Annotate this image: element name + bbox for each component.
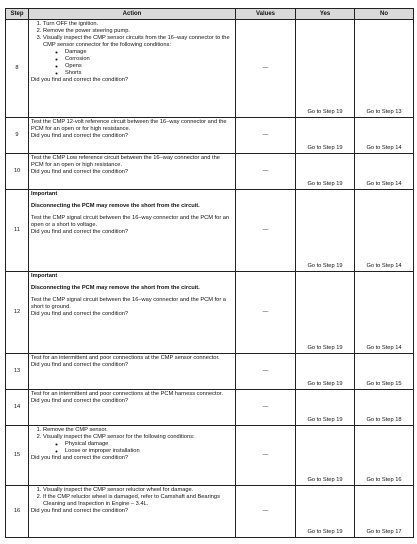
no-link[interactable]: Go to Step 18 [355,390,414,426]
question-text: Did you find and correct the condition? [31,362,129,368]
action-step: 3. Visually inspect the CMP sensor circuits from the 16–way connector to the CMP sensor connector for the following conditions: ◦ Damage ◦ Corrosion ◦ Opens ◦ Shorts [43,35,233,77]
condition-item: ◦ Physical damage [65,441,233,448]
yes-link[interactable]: Go to Step 19 [296,190,355,272]
condition-list [43,49,233,77]
step-number: 11 [6,190,29,272]
yes-link[interactable]: Go to Step 19 [296,20,355,118]
action-steps [31,427,233,455]
step-number: 12 [6,272,29,354]
action-text: Test for an intermittent and poor connections at the PCM harness connector. [31,391,223,397]
table-row [6,118,414,154]
table-row [6,354,414,390]
step-number: 9 [6,118,29,154]
values-cell: — [236,272,296,354]
table-row [6,486,414,538]
question-text: Did you find and correct the condition? [31,169,129,175]
action-steps [31,21,233,77]
action-text: Test the CMP signal circuit between the 16–way connector and the PCM for a short to ground. [31,297,226,310]
step-number: 8 [6,20,29,118]
action-step: 1. Remove the CMP sensor. [43,427,233,434]
yes-link[interactable]: Go to Step 19 [296,118,355,154]
step-number: 14 [6,390,29,426]
condition-item: ◦ Shorts [65,70,233,77]
action-steps [31,487,233,508]
values-cell: — [236,20,296,118]
condition-item: ◦ Corrosion [65,56,233,63]
action-step: 2. Remove the power steering pump. [43,28,233,35]
table-row [6,190,414,272]
question-text: Did you find and correct the condition? [31,133,129,139]
question-text: Did you find and correct the condition? [31,398,129,404]
action-cell [29,486,236,538]
header-yes: Yes [296,9,355,20]
action-cell [29,190,236,272]
action-text: Test the CMP 12-volt reference circuit between the 16–way connector and the PCM for an open or for high resistance. [31,119,227,132]
question-text: Did you find and correct the condition? [31,508,129,514]
header-no: No [355,9,414,20]
important-label: Important [31,191,58,197]
no-link[interactable]: Go to Step 14 [355,154,414,190]
no-link[interactable]: Go to Step 13 [355,20,414,118]
action-cell [29,426,236,486]
table-row [6,20,414,118]
action-cell [29,354,236,390]
header-step: Step [6,9,29,20]
action-step: 2. Visually inspect the CMP sensor for the following conditions: ◦ Physical damage ◦ Loose or improper installation [43,434,233,455]
warning-text: Disconnecting the PCM may remove the short from the circuit. [31,285,200,291]
important-label: Important [31,273,58,279]
yes-link[interactable]: Go to Step 19 [296,426,355,486]
question-text: Did you find and correct the condition? [31,311,129,317]
no-link[interactable]: Go to Step 14 [355,272,414,354]
action-cell [29,118,236,154]
action-step: 1. Turn OFF the ignition. [43,21,233,28]
yes-link[interactable]: Go to Step 19 [296,154,355,190]
action-text: Test the CMP signal circuit between the 16–way connector and the PCM for an open or a short to voltage. [31,215,230,228]
values-cell: — [236,426,296,486]
action-text: Test for an intermittent and poor connections at the CMP sensor connector. [31,355,220,361]
header-action: Action [29,9,236,20]
question-text: Did you find and correct the condition? [31,77,129,83]
warning-text: Disconnecting the PCM may remove the short from the circuit. [31,203,200,209]
no-link[interactable]: Go to Step 15 [355,354,414,390]
action-cell [29,20,236,118]
values-cell: — [236,354,296,390]
action-step: 1. Visually inspect the CMP sensor reluctor wheel for damage. [43,487,233,494]
condition-item: ◦ Opens [65,63,233,70]
table-row [6,272,414,354]
yes-link[interactable]: Go to Step 19 [296,486,355,538]
values-cell: — [236,190,296,272]
step-number: 10 [6,154,29,190]
condition-list [43,441,233,455]
yes-link[interactable]: Go to Step 19 [296,354,355,390]
yes-link[interactable]: Go to Step 19 [296,272,355,354]
no-link[interactable]: Go to Step 17 [355,486,414,538]
header-values: Values [236,9,296,20]
no-link[interactable]: Go to Step 14 [355,190,414,272]
values-cell: — [236,118,296,154]
step-number: 16 [6,486,29,538]
action-cell [29,390,236,426]
action-cell [29,154,236,190]
question-text: Did you find and correct the condition? [31,455,129,461]
table-row [6,154,414,190]
values-cell: — [236,486,296,538]
step-number: 15 [6,426,29,486]
action-step: 2. If the CMP reluctor wheel is damaged, refer to Camshaft and Bearings Cleaning and Inspection in Engine – 3.4L. [43,494,233,508]
no-link[interactable]: Go to Step 14 [355,118,414,154]
condition-item: ◦ Loose or improper installation [65,448,233,455]
question-text: Did you find and correct the condition? [31,229,129,235]
values-cell: — [236,154,296,190]
table-row [6,390,414,426]
action-cell [29,272,236,354]
action-text: Test the CMP Low reference circuit between the 16–way connector and the PCM for an open or high resistance. [31,155,220,168]
table-row [6,426,414,486]
diagnostic-table [5,8,414,538]
yes-link[interactable]: Go to Step 19 [296,390,355,426]
values-cell: — [236,390,296,426]
step-number: 13 [6,354,29,390]
condition-item: ◦ Damage [65,49,233,56]
no-link[interactable]: Go to Step 16 [355,426,414,486]
header-row [6,9,414,20]
